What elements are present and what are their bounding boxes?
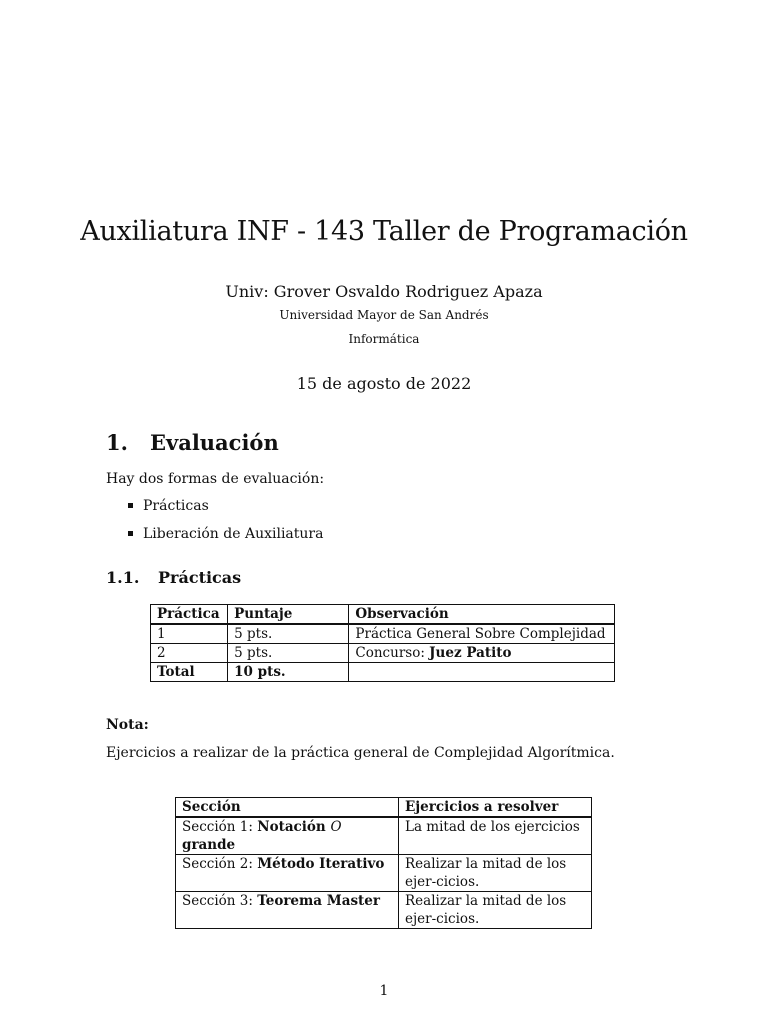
- table-cell: Realizar la mitad de los ejer-cicios.: [399, 892, 592, 929]
- author-name: Univ: Grover Osvaldo Rodriguez Apaza: [225, 282, 543, 301]
- table-header-row: [151, 605, 615, 625]
- ejercicios-table: [175, 797, 592, 929]
- cell-bold-text: Juez Patito: [429, 645, 512, 661]
- table-cell: [349, 644, 615, 663]
- section-topic: Teorema Master: [257, 893, 380, 909]
- table-row: [176, 817, 592, 855]
- bullet-square-icon: [128, 531, 133, 536]
- affiliation-university: Universidad Mayor de San Andrés: [279, 308, 489, 322]
- table-header-row: [176, 798, 592, 818]
- section-heading-evaluacion: [106, 430, 279, 455]
- section-prefix: Sección 3:: [182, 893, 258, 909]
- table-cell: [228, 663, 349, 682]
- document-title: Auxiliatura INF - 143 Taller de Programación: [80, 216, 688, 247]
- subsection-title: Prácticas: [158, 568, 242, 587]
- document-date: 15 de agosto de 2022: [296, 374, 472, 393]
- section-title: Evaluación: [150, 430, 279, 455]
- list-item: [128, 498, 209, 514]
- intro-paragraph: Hay dos formas de evaluación:: [106, 471, 325, 487]
- table-cell: 5 pts.: [228, 624, 349, 644]
- page-number: 1: [379, 983, 389, 999]
- table-row: [151, 624, 615, 644]
- section-prefix: Sección 1:: [182, 819, 258, 835]
- total-label: Total: [157, 664, 195, 680]
- total-points: 10 pts.: [234, 664, 286, 680]
- list-item-label: Liberación de Auxiliatura: [143, 526, 324, 542]
- column-header-puntaje: Puntaje: [228, 605, 349, 625]
- table-cell: 1: [151, 624, 228, 644]
- list-item-label: Prácticas: [143, 498, 209, 514]
- table-row: [176, 855, 592, 892]
- section-topic-suffix: grande: [182, 837, 236, 853]
- big-o-symbol: O: [330, 819, 342, 835]
- bullet-square-icon: [128, 503, 133, 508]
- column-header-observacion: Observación: [349, 605, 615, 625]
- section-prefix: Sección 2:: [182, 856, 258, 872]
- affiliation-department: Informática: [348, 332, 420, 346]
- table-cell: Realizar la mitad de los ejer-cicios.: [399, 855, 592, 892]
- section-topic: Notación: [257, 819, 331, 835]
- table-cell: 2: [151, 644, 228, 663]
- table-row: [151, 644, 615, 663]
- practicas-table: [150, 604, 615, 682]
- list-item: [128, 526, 323, 542]
- table-cell: [176, 855, 399, 892]
- table-cell: [176, 817, 399, 855]
- section-number: 1.: [106, 430, 128, 455]
- cell-text: Concurso:: [355, 645, 430, 661]
- table-cell: [176, 892, 399, 929]
- subsection-number: 1.1.: [106, 568, 140, 587]
- section-topic: Método Iterativo: [257, 856, 385, 872]
- column-header-seccion: Sección: [176, 798, 399, 818]
- nota-paragraph: Ejercicios a realizar de la práctica general de Complejidad Algorítmica.: [106, 745, 615, 761]
- subsection-heading-practicas: [106, 568, 241, 587]
- nota-label: Nota:: [106, 717, 149, 733]
- table-cell: 5 pts.: [228, 644, 349, 663]
- column-header-ejercicios: Ejercicios a resolver: [399, 798, 592, 818]
- table-total-row: [151, 663, 615, 682]
- table-cell: [151, 663, 228, 682]
- table-cell: [349, 663, 615, 682]
- column-header-practica: Práctica: [151, 605, 228, 625]
- table-cell: Práctica General Sobre Complejidad: [349, 624, 615, 644]
- table-row: [176, 892, 592, 929]
- table-cell: La mitad de los ejercicios: [399, 817, 592, 855]
